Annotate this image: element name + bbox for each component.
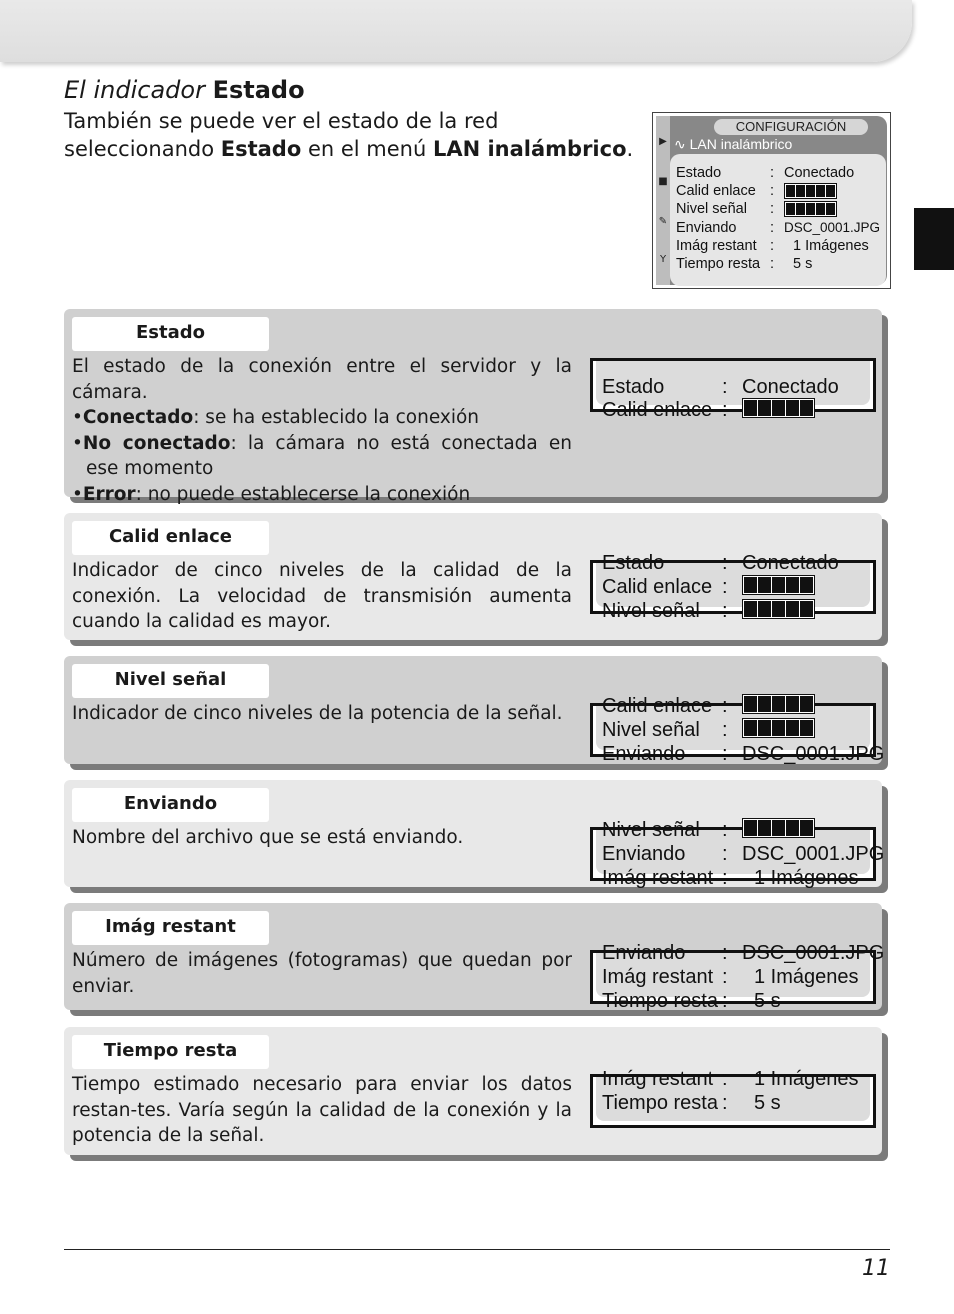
camera-status-panel: Estado : Conectado Calid enlace : Nivel señal : Enviando : DSC_0001.JPG Imág restant : 1 Imágenes Tiempo resta : 5 s bbox=[670, 154, 886, 286]
wrench-icon: Y bbox=[659, 254, 667, 265]
camera-submenu-title: ∿ LAN inalámbrico bbox=[674, 136, 793, 152]
signal-level-bars bbox=[784, 201, 837, 217]
section-imag-restant bbox=[64, 903, 885, 1012]
page-number: 11 bbox=[862, 1256, 890, 1281]
intro-text: También se puede ver el estado de la red seleccionando bbox=[64, 109, 499, 161]
section-description: Número de imágenes (fotogramas) que quedan por enviar. bbox=[72, 950, 572, 997]
section-title: Imág restant bbox=[72, 911, 269, 945]
playback-icon: ▶ bbox=[659, 136, 667, 147]
bullet-item: •No conectado: la cámara no está conectada en ese momento bbox=[72, 432, 572, 479]
wireless-icon: ∿ bbox=[674, 136, 686, 152]
camera-icon: ■ bbox=[658, 176, 668, 187]
camera-menu-header: CONFIGURACIÓN bbox=[714, 119, 868, 135]
intro-text-2: en el menú bbox=[301, 137, 433, 161]
section-title: Enviando bbox=[72, 788, 269, 822]
heading-bold: Estado bbox=[212, 76, 305, 104]
bullet-item: •Conectado: se ha establecido la conexión bbox=[72, 407, 480, 428]
camera-screen bbox=[656, 116, 887, 285]
section-tiempo-resta bbox=[64, 1027, 882, 1155]
heading-italic: El indicador bbox=[64, 76, 205, 104]
zoom-calid-enlace: Estado : Conectado Calid enlace : Nivel señal : bbox=[590, 560, 876, 614]
camera-menu-tabs bbox=[656, 116, 670, 285]
intro-end: . bbox=[626, 137, 634, 161]
link-quality-bars bbox=[784, 183, 837, 199]
section-title: Calid enlace bbox=[72, 521, 269, 555]
intro-menu: LAN inalámbrico bbox=[432, 137, 627, 161]
zoom-nivel-senal: Calid enlace : Nivel señal : Enviando : DSC_0001.JPG bbox=[590, 703, 876, 757]
section-nivel-senal bbox=[64, 656, 885, 765]
section-description: Indicador de cinco niveles de la calidad de la conexión. La velocidad de transmisión aumenta cuando la calidad es mayor. bbox=[72, 560, 572, 632]
zoom-imag-restant: Enviando : DSC_0001.JPG Imág restant : 1 Imágenes Tiempo resta : 5 s bbox=[590, 950, 876, 1004]
section-description: Nombre del archivo que se está enviando. bbox=[72, 827, 464, 848]
zoom-tiempo-resta: Imág restant : 1 Imágenes Tiempo resta : 5 s bbox=[590, 1074, 876, 1128]
chapter-tab bbox=[914, 208, 954, 270]
zoom-enviando: Nivel señal : Enviando : DSC_0001.JPG Imág restant : 1 Imágenes bbox=[590, 827, 876, 881]
bullet-item: •Error: no puede establecerse la conexión bbox=[72, 483, 471, 505]
section-description: Indicador de cinco niveles de la potencia de la señal. bbox=[72, 703, 563, 724]
footer-rule bbox=[64, 1249, 890, 1250]
section-description: Tiempo estimado necesario para enviar los datos restan-tes. Varía según la calidad de la conexión y la potencia de la señal. bbox=[72, 1074, 572, 1146]
camera-menu-screenshot bbox=[652, 112, 891, 289]
zoom-estado: Estado : Conectado Calid enlace : bbox=[590, 358, 876, 412]
section-heading bbox=[64, 76, 305, 104]
intro-paragraph bbox=[64, 107, 644, 163]
pencil-icon: ✎ bbox=[658, 216, 668, 227]
section-title: Nivel señal bbox=[72, 664, 269, 698]
intro-estado: Estado bbox=[220, 137, 302, 161]
section-estado bbox=[64, 309, 882, 505]
section-description: El estado de la conexión entre el servidor y la cámara. •Conectado: se ha establecido la conexión •No conectado: la cámara no está conectada en ese momento •Error: no puede establecerse la conexión bbox=[72, 354, 572, 507]
section-title: Estado bbox=[72, 317, 269, 351]
header-band bbox=[0, 0, 912, 62]
section-calid-enlace bbox=[64, 513, 882, 640]
section-enviando bbox=[64, 780, 885, 889]
section-title: Tiempo resta bbox=[72, 1035, 269, 1069]
